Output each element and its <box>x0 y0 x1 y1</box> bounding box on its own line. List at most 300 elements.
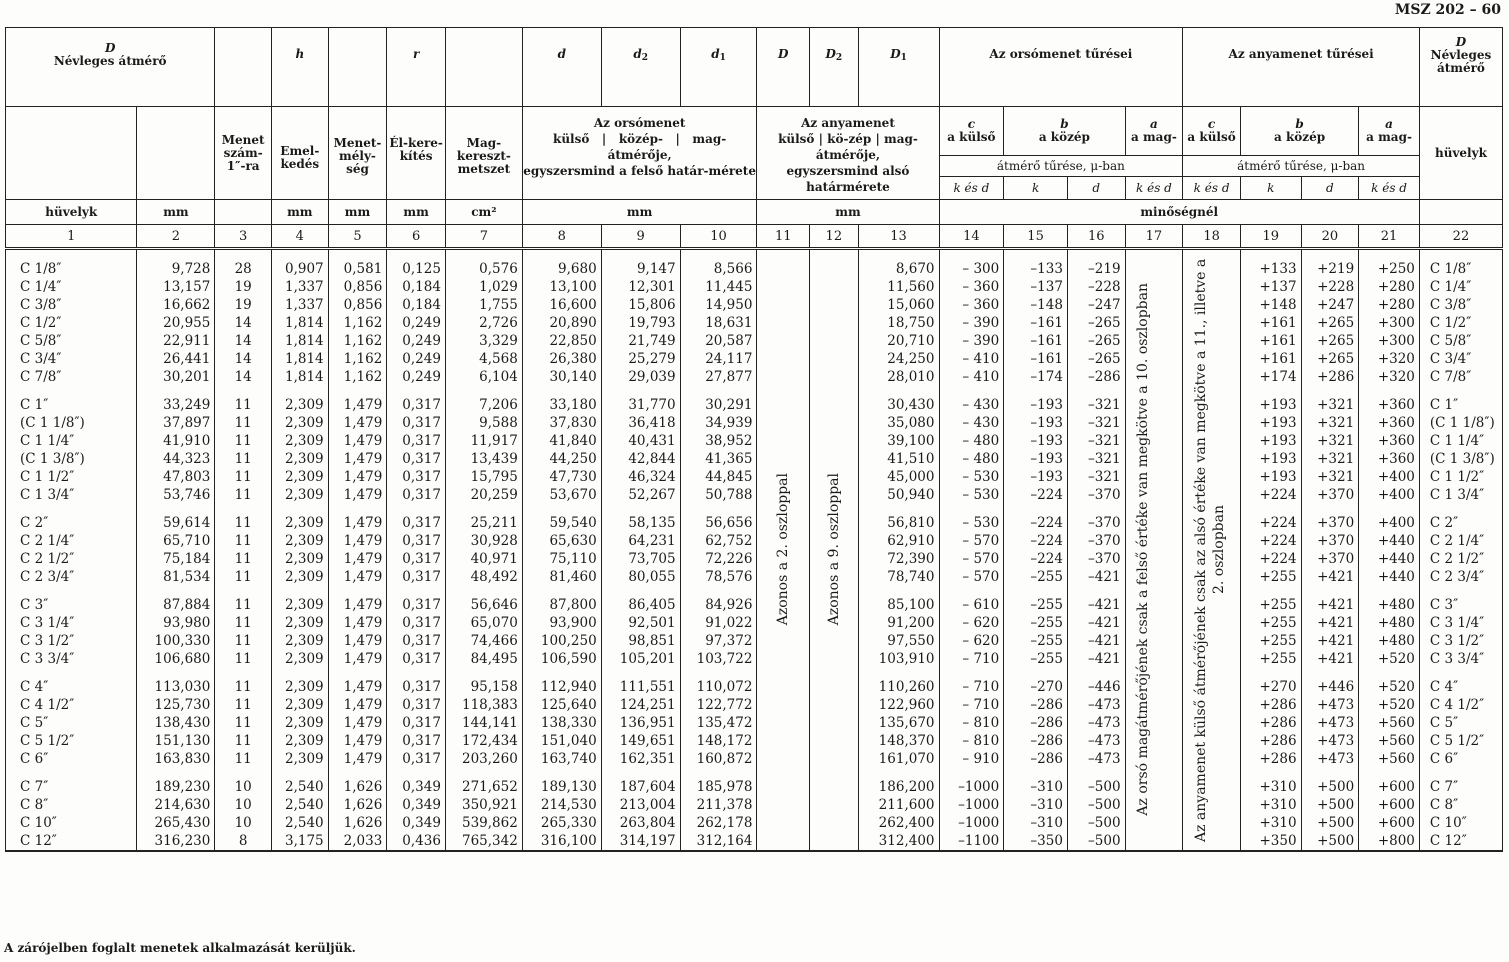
standard-code: MSZ 202 – 60 <box>1394 2 1501 18</box>
value-cell: 110,072 <box>680 678 757 696</box>
value-cell: +600 <box>1359 778 1420 796</box>
table-row <box>6 678 1503 696</box>
value-cell: 41,365 <box>680 450 757 468</box>
header-k-2: k <box>1240 177 1301 200</box>
value-cell: +310 <box>1240 814 1301 832</box>
value-cell: –321 <box>1067 414 1125 432</box>
value-cell: 44,250 <box>522 450 601 468</box>
value-cell: +480 <box>1359 632 1420 650</box>
value-cell: 203,260 <box>445 750 522 768</box>
value-cell: 11 <box>215 514 272 532</box>
thread-name-cell: C 1/4″ <box>6 278 137 296</box>
value-cell: –473 <box>1067 714 1125 732</box>
header-d-1: d <box>1067 177 1125 200</box>
value-cell: +500 <box>1301 814 1359 832</box>
gap-cell <box>445 386 522 396</box>
unit-mm-4: mm <box>272 200 329 225</box>
value-cell: 312,400 <box>858 832 939 851</box>
value-cell: 189,230 <box>137 778 215 796</box>
value-cell: +520 <box>1359 650 1420 668</box>
value-cell: 2,309 <box>272 396 329 414</box>
value-cell: +193 <box>1240 432 1301 450</box>
value-cell: 47,803 <box>137 468 215 486</box>
value-cell: 160,872 <box>680 750 757 768</box>
value-cell: +193 <box>1240 396 1301 414</box>
column-number-row <box>6 225 1503 249</box>
spacer-cell <box>522 249 601 261</box>
value-cell: – 390 <box>939 314 1004 332</box>
value-cell: 39,100 <box>858 432 939 450</box>
value-cell: 0,317 <box>387 432 446 450</box>
value-cell: 8,670 <box>858 260 939 278</box>
value-cell: 75,184 <box>137 550 215 568</box>
table-row <box>6 650 1503 668</box>
group-gap-row <box>6 504 1503 514</box>
gap-cell <box>1419 504 1502 514</box>
value-cell: 1,479 <box>328 650 387 668</box>
value-cell: 0,125 <box>387 260 446 278</box>
value-cell: 19,793 <box>601 314 680 332</box>
value-cell: 149,651 <box>601 732 680 750</box>
value-cell: 1,479 <box>328 486 387 504</box>
value-cell: 262,178 <box>680 814 757 832</box>
value-cell: 38,952 <box>680 432 757 450</box>
value-cell: –321 <box>1067 396 1125 414</box>
header-D1: $D_1$ <box>858 28 939 107</box>
gap-cell <box>1067 586 1125 596</box>
thread-name-cell: C 1″ <box>6 396 137 414</box>
value-cell: 0,317 <box>387 596 446 614</box>
value-cell: +133 <box>1240 260 1301 278</box>
value-cell: +247 <box>1301 296 1359 314</box>
thread-name-cell: C 5 1/2″ <box>6 732 137 750</box>
value-cell: 56,810 <box>858 514 939 532</box>
value-cell: –421 <box>1067 632 1125 650</box>
value-cell: 30,201 <box>137 368 215 386</box>
value-cell: 11 <box>215 614 272 632</box>
value-cell: +421 <box>1301 596 1359 614</box>
table-row <box>6 714 1503 732</box>
gap-cell <box>6 586 137 596</box>
value-cell: –370 <box>1067 550 1125 568</box>
column-number: 17 <box>1125 225 1183 249</box>
value-cell: 211,378 <box>680 796 757 814</box>
value-cell: 2,309 <box>272 714 329 732</box>
value-cell: 2,540 <box>272 796 329 814</box>
gap-cell <box>1004 586 1068 596</box>
table-row <box>6 532 1503 550</box>
gap-cell <box>601 586 680 596</box>
value-cell: –255 <box>1004 650 1068 668</box>
gap-cell <box>858 668 939 678</box>
value-cell: 11 <box>215 596 272 614</box>
thread-name-cell-right: C 5″ <box>1419 714 1502 732</box>
value-cell: 163,830 <box>137 750 215 768</box>
gap-cell <box>1301 386 1359 396</box>
value-cell: 112,940 <box>522 678 601 696</box>
value-cell: 65,070 <box>445 614 522 632</box>
value-cell: +440 <box>1359 568 1420 586</box>
thread-name-cell-right: C 6″ <box>1419 750 1502 768</box>
value-cell: 100,250 <box>522 632 601 650</box>
value-cell: 42,844 <box>601 450 680 468</box>
header-kesd-2: k és d <box>1125 177 1183 200</box>
value-cell: 56,656 <box>680 514 757 532</box>
thread-name-cell-right: C 7″ <box>1419 778 1502 796</box>
gap-cell <box>1067 668 1125 678</box>
value-cell: –224 <box>1004 486 1068 504</box>
gap-cell <box>522 668 601 678</box>
vertical-note-text: Azonos a 2. oszloppal <box>775 473 792 626</box>
gap-cell <box>328 586 387 596</box>
value-cell: 0,184 <box>387 278 446 296</box>
value-cell: 148,370 <box>858 732 939 750</box>
value-cell: 0,856 <box>328 296 387 314</box>
value-cell: 91,022 <box>680 614 757 632</box>
gap-cell <box>1004 504 1068 514</box>
value-cell: 263,804 <box>601 814 680 832</box>
value-cell: 1,337 <box>272 278 329 296</box>
value-cell: – 530 <box>939 514 1004 532</box>
value-cell: 1,479 <box>328 714 387 732</box>
value-cell: 1,479 <box>328 614 387 632</box>
value-cell: +421 <box>1301 568 1359 586</box>
value-cell: 2,309 <box>272 414 329 432</box>
value-cell: 47,730 <box>522 468 601 486</box>
spacer-cell <box>215 249 272 261</box>
value-cell: 75,110 <box>522 550 601 568</box>
thread-name-cell: C 2 3/4″ <box>6 568 137 586</box>
value-cell: 1,162 <box>328 332 387 350</box>
gap-cell <box>6 668 137 678</box>
table-row <box>6 414 1503 432</box>
table-row <box>6 368 1503 386</box>
gap-cell <box>601 504 680 514</box>
group-gap-row <box>6 668 1503 678</box>
value-cell: 0,576 <box>445 260 522 278</box>
value-cell: 1,626 <box>328 814 387 832</box>
value-cell: 41,510 <box>858 450 939 468</box>
value-cell: 46,324 <box>601 468 680 486</box>
thread-name-cell-right: C 12″ <box>1419 832 1502 851</box>
table-row <box>6 832 1503 851</box>
value-cell: 2,309 <box>272 568 329 586</box>
value-cell: 41,910 <box>137 432 215 450</box>
value-cell: +520 <box>1359 678 1420 696</box>
column-number: 4 <box>272 225 329 249</box>
gap-cell <box>1419 668 1502 678</box>
gap-cell <box>1004 768 1068 778</box>
value-cell: 1,626 <box>328 796 387 814</box>
value-cell: – 710 <box>939 678 1004 696</box>
value-cell: 0,317 <box>387 650 446 668</box>
thread-name-cell: C 2 1/4″ <box>6 532 137 550</box>
gap-cell <box>522 768 601 778</box>
value-cell: 20,587 <box>680 332 757 350</box>
value-cell: 15,060 <box>858 296 939 314</box>
value-cell: 16,600 <box>522 296 601 314</box>
value-cell: 316,100 <box>522 832 601 851</box>
value-cell: 26,380 <box>522 350 601 368</box>
thread-name-cell-right: (C 1 3/8″) <box>1419 450 1502 468</box>
gap-cell <box>1359 586 1420 596</box>
value-cell: 138,330 <box>522 714 601 732</box>
value-cell: +224 <box>1240 532 1301 550</box>
value-cell: 122,960 <box>858 696 939 714</box>
value-cell: 20,710 <box>858 332 939 350</box>
value-cell: 2,309 <box>272 432 329 450</box>
spacer-cell <box>387 249 446 261</box>
value-cell: 98,851 <box>601 632 680 650</box>
value-cell: 125,730 <box>137 696 215 714</box>
value-cell: 50,940 <box>858 486 939 504</box>
thread-name-cell-right: C 1 1/4″ <box>1419 432 1502 450</box>
value-cell: 316,230 <box>137 832 215 851</box>
header-orsomenet: Az orsómenet külső | közép- | mag- átmérője, egyszersmind a felső határ-mérete <box>522 107 757 200</box>
value-cell: 314,197 <box>601 832 680 851</box>
value-cell: +440 <box>1359 550 1420 568</box>
header-turese-anya: átmérő tűrése, μ-ban <box>1183 156 1420 177</box>
value-cell: 0,249 <box>387 332 446 350</box>
value-cell: 85,100 <box>858 596 939 614</box>
value-cell: –265 <box>1067 314 1125 332</box>
value-cell: – 570 <box>939 568 1004 586</box>
value-cell: 214,630 <box>137 796 215 814</box>
value-cell: 0,317 <box>387 414 446 432</box>
unit-minosegnel: minőségnél <box>939 200 1419 225</box>
value-cell: 11 <box>215 396 272 414</box>
spacer-cell <box>1301 249 1359 261</box>
value-cell: –228 <box>1067 278 1125 296</box>
value-cell: 11 <box>215 486 272 504</box>
value-cell: 24,117 <box>680 350 757 368</box>
value-cell: 52,267 <box>601 486 680 504</box>
value-cell: 161,070 <box>858 750 939 768</box>
gap-cell <box>1359 768 1420 778</box>
spacer-cell <box>1419 249 1502 261</box>
column-number: 6 <box>387 225 446 249</box>
table-row <box>6 260 1503 278</box>
unit-cm2: cm² <box>445 200 522 225</box>
value-cell: 1,479 <box>328 396 387 414</box>
value-cell: 0,249 <box>387 350 446 368</box>
value-cell: +161 <box>1240 332 1301 350</box>
gap-cell <box>1240 504 1301 514</box>
header-c-kulso-orso: c a külső <box>939 107 1004 156</box>
table-row <box>6 296 1503 314</box>
value-cell: +560 <box>1359 714 1420 732</box>
value-cell: +600 <box>1359 796 1420 814</box>
value-cell: 53,670 <box>522 486 601 504</box>
gap-cell <box>445 768 522 778</box>
gap-cell <box>680 668 757 678</box>
value-cell: 539,862 <box>445 814 522 832</box>
value-cell: +360 <box>1359 414 1420 432</box>
gap-cell <box>1419 586 1502 596</box>
column-number: 22 <box>1419 225 1502 249</box>
thread-name-cell-right: C 10″ <box>1419 814 1502 832</box>
gap-cell <box>387 386 446 396</box>
thread-name-cell-right: C 8″ <box>1419 796 1502 814</box>
value-cell: –1000 <box>939 814 1004 832</box>
gap-cell <box>1067 386 1125 396</box>
thread-table <box>5 27 1503 852</box>
value-cell: 105,201 <box>601 650 680 668</box>
value-cell: +286 <box>1240 750 1301 768</box>
gap-cell <box>215 504 272 514</box>
value-cell: 11 <box>215 568 272 586</box>
value-cell: 91,200 <box>858 614 939 632</box>
value-cell: 37,897 <box>137 414 215 432</box>
spacer-cell <box>6 249 137 261</box>
header-kesd-4: k és d <box>1359 177 1420 200</box>
spacer-cell <box>328 249 387 261</box>
value-cell: 0,317 <box>387 396 446 414</box>
value-cell: 29,039 <box>601 368 680 386</box>
thread-name-cell: C 3 3/4″ <box>6 650 137 668</box>
table-row <box>6 732 1503 750</box>
value-cell: – 570 <box>939 550 1004 568</box>
gap-cell <box>1419 768 1502 778</box>
thread-name-cell-right: C 3/4″ <box>1419 350 1502 368</box>
value-cell: 1,479 <box>328 550 387 568</box>
value-cell: 0,317 <box>387 678 446 696</box>
header-k-1: k <box>1004 177 1068 200</box>
value-cell: 22,850 <box>522 332 601 350</box>
value-cell: 0,317 <box>387 696 446 714</box>
value-cell: – 430 <box>939 396 1004 414</box>
value-cell: 1,162 <box>328 368 387 386</box>
gap-cell <box>328 386 387 396</box>
value-cell: 0,856 <box>328 278 387 296</box>
spacer-cell <box>1240 249 1301 261</box>
value-cell: 11 <box>215 678 272 696</box>
value-cell: 41,840 <box>522 432 601 450</box>
value-cell: 9,147 <box>601 260 680 278</box>
value-cell: 35,080 <box>858 414 939 432</box>
gap-cell <box>6 386 137 396</box>
value-cell: 78,740 <box>858 568 939 586</box>
value-cell: +473 <box>1301 732 1359 750</box>
value-cell: 1,162 <box>328 314 387 332</box>
gap-cell <box>272 586 329 596</box>
table-row <box>6 614 1503 632</box>
value-cell: 9,728 <box>137 260 215 278</box>
gap-cell <box>387 768 446 778</box>
value-cell: 6,104 <box>445 368 522 386</box>
header-b-kozep-anya: b a közép <box>1240 107 1358 156</box>
header-d2: $d_2$ <box>601 28 680 107</box>
gap-cell <box>137 768 215 778</box>
value-cell: 2,309 <box>272 514 329 532</box>
value-cell: –148 <box>1004 296 1068 314</box>
value-cell: 25,211 <box>445 514 522 532</box>
value-cell: – 410 <box>939 368 1004 386</box>
value-cell: – 480 <box>939 450 1004 468</box>
value-cell: +310 <box>1240 778 1301 796</box>
table-row <box>6 468 1503 486</box>
value-cell: –421 <box>1067 596 1125 614</box>
gap-cell <box>680 586 757 596</box>
gap-cell <box>387 504 446 514</box>
spacer-cell <box>1004 249 1068 261</box>
value-cell: 65,630 <box>522 532 601 550</box>
header-d-2: d <box>1301 177 1359 200</box>
value-cell: 9,588 <box>445 414 522 432</box>
value-cell: 97,372 <box>680 632 757 650</box>
gap-cell <box>1004 386 1068 396</box>
header-menet-szam: Menet szám-1″-ra <box>215 107 272 200</box>
thread-name-cell-right: C 2″ <box>1419 514 1502 532</box>
value-cell: 1,479 <box>328 532 387 550</box>
thread-name-cell-right: C 2 1/2″ <box>1419 550 1502 568</box>
table-row <box>6 332 1503 350</box>
thread-name-cell-right: C 7/8″ <box>1419 368 1502 386</box>
value-cell: 14 <box>215 350 272 368</box>
thread-name-cell: C 3 1/2″ <box>6 632 137 650</box>
thread-name-cell-right: C 1/8″ <box>1419 260 1502 278</box>
value-cell: 0,317 <box>387 468 446 486</box>
value-cell: +370 <box>1301 514 1359 532</box>
value-cell: 10 <box>215 814 272 832</box>
value-cell: 0,317 <box>387 732 446 750</box>
thread-name-cell: C 1/8″ <box>6 260 137 278</box>
value-cell: +360 <box>1359 450 1420 468</box>
value-cell: 11 <box>215 650 272 668</box>
gap-cell <box>1067 768 1125 778</box>
header-huvelyk-right: hüvelyk <box>1419 107 1502 200</box>
thread-name-cell-right: C 3 3/4″ <box>1419 650 1502 668</box>
thread-name-cell-right: C 3 1/2″ <box>1419 632 1502 650</box>
vertical-note-col18 <box>1183 249 1241 852</box>
value-cell: 18,631 <box>680 314 757 332</box>
value-cell: 12,301 <box>601 278 680 296</box>
value-cell: 172,434 <box>445 732 522 750</box>
value-cell: 30,140 <box>522 368 601 386</box>
value-cell: +500 <box>1301 778 1359 796</box>
value-cell: 185,978 <box>680 778 757 796</box>
value-cell: – 530 <box>939 486 1004 504</box>
value-cell: –255 <box>1004 614 1068 632</box>
value-cell: 34,939 <box>680 414 757 432</box>
gap-cell <box>1301 768 1359 778</box>
gap-cell <box>939 768 1004 778</box>
value-cell: +446 <box>1301 678 1359 696</box>
unit-mm-6: mm <box>387 200 446 225</box>
value-cell: +360 <box>1359 396 1420 414</box>
value-cell: 11 <box>215 468 272 486</box>
value-cell: +370 <box>1301 550 1359 568</box>
gap-cell <box>328 668 387 678</box>
value-cell: –161 <box>1004 314 1068 332</box>
table-row <box>6 450 1503 468</box>
value-cell: +161 <box>1240 314 1301 332</box>
gap-cell <box>1301 504 1359 514</box>
value-cell: 86,405 <box>601 596 680 614</box>
value-cell: +421 <box>1301 632 1359 650</box>
value-cell: –310 <box>1004 814 1068 832</box>
table-body <box>6 249 1503 852</box>
value-cell: 10 <box>215 796 272 814</box>
value-cell: –161 <box>1004 332 1068 350</box>
column-number: 2 <box>137 225 215 249</box>
gap-cell <box>272 386 329 396</box>
thread-name-cell: C 12″ <box>6 832 137 851</box>
value-cell: +255 <box>1240 596 1301 614</box>
value-cell: 124,251 <box>601 696 680 714</box>
value-cell: 20,890 <box>522 314 601 332</box>
gap-cell <box>680 386 757 396</box>
